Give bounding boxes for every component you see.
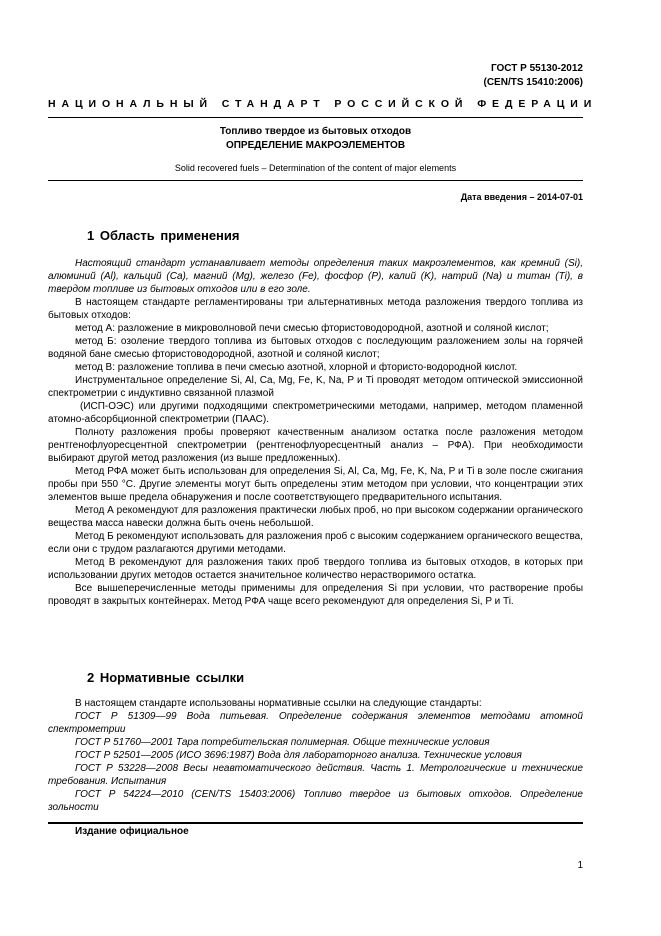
reference-item: ГОСТ Р 51309—99 Вода питьевая. Определение содержания элементов методами атомной спектрометрии <box>48 711 583 735</box>
paragraph: Все вышеперечисленные методы применимы для определения Si при условии, что растворение пробы проводят в закрытых контейнерах. Метод РФА чаще всего рекомендуют для определения Si, P и Ti. <box>48 583 583 607</box>
paragraph: (ИСП-ОЭС) или другими подходящими спектрометрическими методами, например, методом пламенной атомно-абсорбционной спектрометрии (ПААС). <box>48 401 583 425</box>
paragraph: метод В: разложение топлива в печи смесью азотной, хлорной и фтористо-водородной кислот. <box>75 362 518 373</box>
paragraph: В настоящем стандарте регламентированы три альтернативных метода разложения твердого топлива из бытовых отходов: <box>48 297 583 321</box>
standard-code: ГОСТ Р 55130-2012 <box>490 63 583 74</box>
page-number: 1 <box>577 860 583 871</box>
paragraph: Настоящий стандарт устанавливает методы определения таких макроэлементов, как кремний (Si), алюминий (Al), кальций (Ca), магний (Mg), железо (Fe), фосфор (P), калий (K), натрий (Na) и титан (Ti), в твердом топливе из бытовых отходов или в его золе. <box>48 258 583 295</box>
header-divider <box>48 117 583 118</box>
paragraph: В настоящем стандарте использованы нормативные ссылки на следующие стандарты: <box>75 698 482 709</box>
section-1-body <box>48 257 583 608</box>
paragraph: Полноту разложения пробы проверяют качественным анализом остатка после разложения методом рентгенофлуоресцентной спектрометрии (рентгенофлуоресцентный анализ – РФА). При необходимости выбирают другой метод разложения (из выше предложенных). <box>48 427 583 464</box>
paragraph: Метод В рекомендуют для разложения таких проб твердого топлива из бытовых отходов, в которых при использовании других методов остается значительное количество нерастворимого остатка. <box>48 557 583 581</box>
national-standard-line: НАЦИОНАЛЬНЫЙ СТАНДАРТ РОССИЙСКОЙ ФЕДЕРАЦИИ <box>48 98 598 110</box>
document-title: Топливо твердое из бытовых отходов <box>219 126 412 137</box>
paragraph: Инструментальное определение Si, Al, Ca, Mg, Fe, K, Na, P и Ti проводят методом оптической эмиссионной спектрометрии с индуктивно связанной плазмой <box>48 375 583 399</box>
official-edition-label: Издание официальное <box>75 826 189 837</box>
paragraph: Метод РФА может быть использован для определения Si, Al, Ca, Mg, Fe, K, Na, P и Ti в золе после сжигания пробы при 550 °С. Другие элементы могут быть определены этим методом при условии, что концентрации этих элементов выше предела обнаружения и после соответствующего предварительного испытания. <box>48 466 583 503</box>
standard-code-block <box>484 62 584 90</box>
reference-item: ГОСТ Р 53228—2008 Весы неавтоматического действия. Часть 1. Метрологические и технические требования. Испытания <box>48 763 583 787</box>
document-subtitle: ОПРЕДЕЛЕНИЕ МАКРОЭЛЕМЕНТОВ <box>225 140 406 151</box>
paragraph: метод А: разложение в микроволновой печи смесью фтористоводородной, азотной и соляной кислот; <box>75 323 549 334</box>
paragraph: метод Б: озоление твердого топлива из бытовых отходов с последующим разложением золы на горячей водяной бане смесью фтористоводородной, азотной и соляной кислот; <box>48 336 583 360</box>
paragraph: Метод Б рекомендуют использовать для разложения проб с высоким содержанием органического вещества, если они с трудом разлагаются другими методами. <box>48 531 583 555</box>
title-divider <box>48 180 583 181</box>
reference-item: ГОСТ Р 52501—2005 (ИСО 3696:1987) Вода для лабораторного анализа. Технические условия <box>75 750 522 761</box>
section-2-body <box>48 697 583 814</box>
paragraph: Метод А рекомендуют для разложения практически любых проб, но при высоком содержании органического вещества масса навески должна быть очень небольшой. <box>48 505 583 529</box>
standard-equivalent: (CEN/TS 15410:2006) <box>483 77 583 88</box>
reference-item: ГОСТ Р 54224—2010 (CEN/TS 15403:2006) Топливо твердое из бытовых отходов. Определение зольности <box>48 789 583 813</box>
footer-divider <box>48 822 583 824</box>
english-title: Solid recovered fuels – Determination of the content of major elements <box>174 163 457 173</box>
section-1-heading: 1 Область применения <box>87 228 240 243</box>
introduction-date: Дата введения – 2014-07-01 <box>460 192 583 202</box>
reference-item: ГОСТ Р 51760—2001 Тара потребительская полимерная. Общие технические условия <box>75 737 490 748</box>
section-2-heading: 2 Нормативные ссылки <box>87 670 245 685</box>
